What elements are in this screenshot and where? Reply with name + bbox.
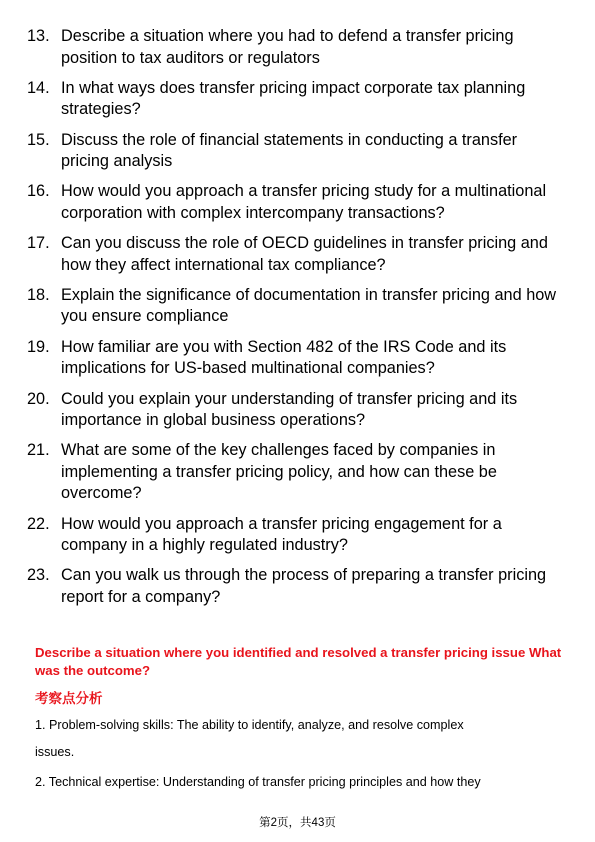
question-text: In what ways does transfer pricing impact corporate tax planning strategies?: [61, 78, 526, 119]
list-item: [27, 130, 567, 173]
question-text: Explain the significance of documentation in transfer pricing and how you ensure compliance: [61, 285, 557, 326]
question-number: 18.: [27, 285, 50, 304]
question-list: [27, 26, 567, 617]
question-text: Can you walk us through the process of preparing a transfer pricing report for a company?: [61, 566, 547, 606]
detail-question-heading: Describe a situation where you identified and resolved a transfer pricing issue What was the outcome?: [35, 645, 562, 678]
list-item: [27, 285, 567, 328]
analysis-point: 1. Problem-solving skills: The ability to identify, analyze, and resolve complex: [35, 718, 464, 732]
list-item: [27, 389, 567, 432]
question-text: How familiar are you with Section 482 of the IRS Code and its implications for US-based multinational companies?: [61, 337, 507, 378]
question-text: Can you discuss the role of OECD guidelines in transfer pricing and how they affect international tax compliance?: [61, 234, 548, 274]
question-text: What are some of the key challenges faced by companies in implementing a transfer pricing policy, and how can these be overcome?: [61, 441, 497, 503]
list-item: [27, 78, 567, 121]
question-number: 20.: [27, 389, 50, 408]
question-number: 22.: [27, 514, 50, 533]
list-item: [27, 514, 567, 557]
question-number: 14.: [27, 78, 50, 97]
question-text: How would you approach a transfer pricing engagement for a company in a highly regulated industry?: [61, 514, 502, 555]
question-number: 15.: [27, 130, 50, 149]
question-number: 13.: [27, 27, 50, 45]
section-label: 考察点分析: [35, 691, 103, 706]
analysis-point: 2. Technical expertise: Understanding of transfer pricing principles and how they: [35, 775, 481, 789]
analysis-point: issues.: [35, 745, 75, 759]
question-number: 19.: [27, 337, 50, 356]
list-item: [27, 440, 567, 505]
question-text: Describe a situation where you had to defend a transfer pricing position to tax auditors or regulators: [61, 27, 514, 67]
list-item: [27, 337, 567, 380]
question-text: Discuss the role of financial statements in conducting a transfer pricing analysis: [61, 130, 518, 171]
question-text: How would you approach a transfer pricing study for a multinational corporation with complex intercompany transactions?: [61, 182, 547, 222]
page-number: 第2页，共43页: [259, 817, 336, 829]
list-item: [27, 181, 567, 224]
list-item: [27, 233, 567, 276]
question-number: 16.: [27, 182, 50, 201]
list-item: [27, 26, 567, 69]
question-number: 17.: [27, 234, 50, 253]
question-number: 21.: [27, 441, 50, 460]
question-number: 23.: [27, 566, 50, 585]
question-text: Could you explain your understanding of transfer pricing and its importance in global business operations?: [61, 389, 518, 430]
list-item: [27, 565, 567, 608]
